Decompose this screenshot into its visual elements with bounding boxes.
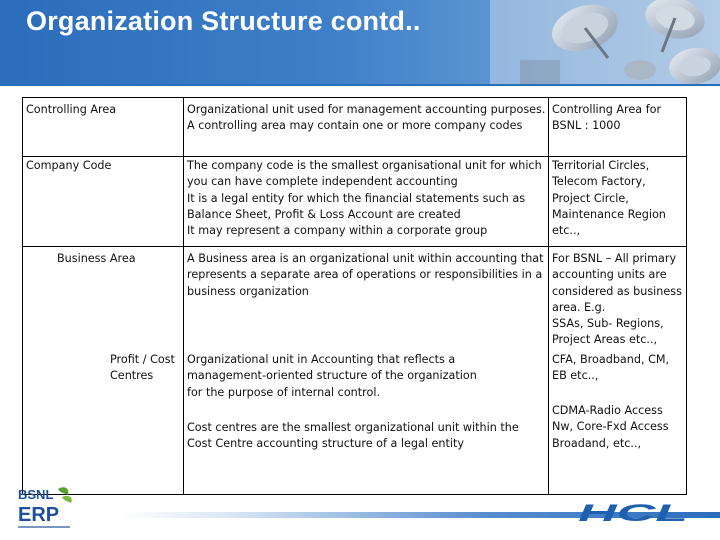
hcl-logo-text: HCL [578, 500, 688, 524]
table-col-divider [183, 246, 184, 495]
description-cost-centres: Cost centres are the smallest organizational unit within the Cost Centre accounting structure of a legal entity [187, 421, 519, 451]
table-col-divider [548, 97, 549, 495]
bsnl-erp-logo [14, 485, 84, 535]
erp-logo-text: ERP [18, 504, 60, 526]
term-business-area: Business Area [57, 252, 136, 265]
description-controlling-area: Organizational unit used for management accounting purposes. A controlling area may contain one or more company codes [187, 103, 546, 133]
title-underline [0, 84, 720, 86]
slide-title: Organization Structure contd.. [26, 6, 421, 36]
table-row-divider [22, 156, 687, 157]
bsnl-logo-text: BSNL [18, 487, 54, 502]
table-col-divider [183, 97, 184, 246]
description-profit-cost-centres: Organizational unit in Accounting that reflects a management-oriented structure of the organization for the purpose of internal control. [187, 353, 477, 399]
term-profit-cost-centres: Profit / Cost Centres [110, 353, 175, 383]
bsnl-controlling-area: Controlling Area for BSNL : 1000 [552, 103, 662, 133]
hcl-logo [575, 500, 693, 524]
bsnl-profit-cost-centres: CFA, Broadband, CM, EB etc.., [552, 353, 670, 383]
term-company-code: Company Code [26, 159, 112, 172]
table-row-divider [22, 246, 687, 247]
satellite-dish-image [490, 0, 720, 84]
description-company-code: The company code is the smallest organisational unit for which you can have complete independent accounting It is a legal entity for which the financial statements such as Balance Sheet, Profit & Loss Account are created It may represent a company within a corporate group [187, 159, 542, 238]
title-bar [0, 0, 720, 84]
term-controlling-area: Controlling Area [26, 103, 117, 116]
bsnl-company-code: Territorial Circles, Telecom Factory, Project Circle, Maintenance Region etc.., [552, 159, 666, 238]
bsnl-cost-centres: CDMA-Radio Access Nw, Core-Fxd Access Broadand, etc.., [552, 404, 669, 450]
description-business-area: A Business area is an organizational unit within accounting that represents a separate area of operations or responsibilities in a business organization [187, 252, 544, 298]
bsnl-business-area: For BSNL – All primary accounting units are considered as business area. E.g. SSAs, Sub- Regions, Project Areas etc.., [552, 252, 682, 347]
